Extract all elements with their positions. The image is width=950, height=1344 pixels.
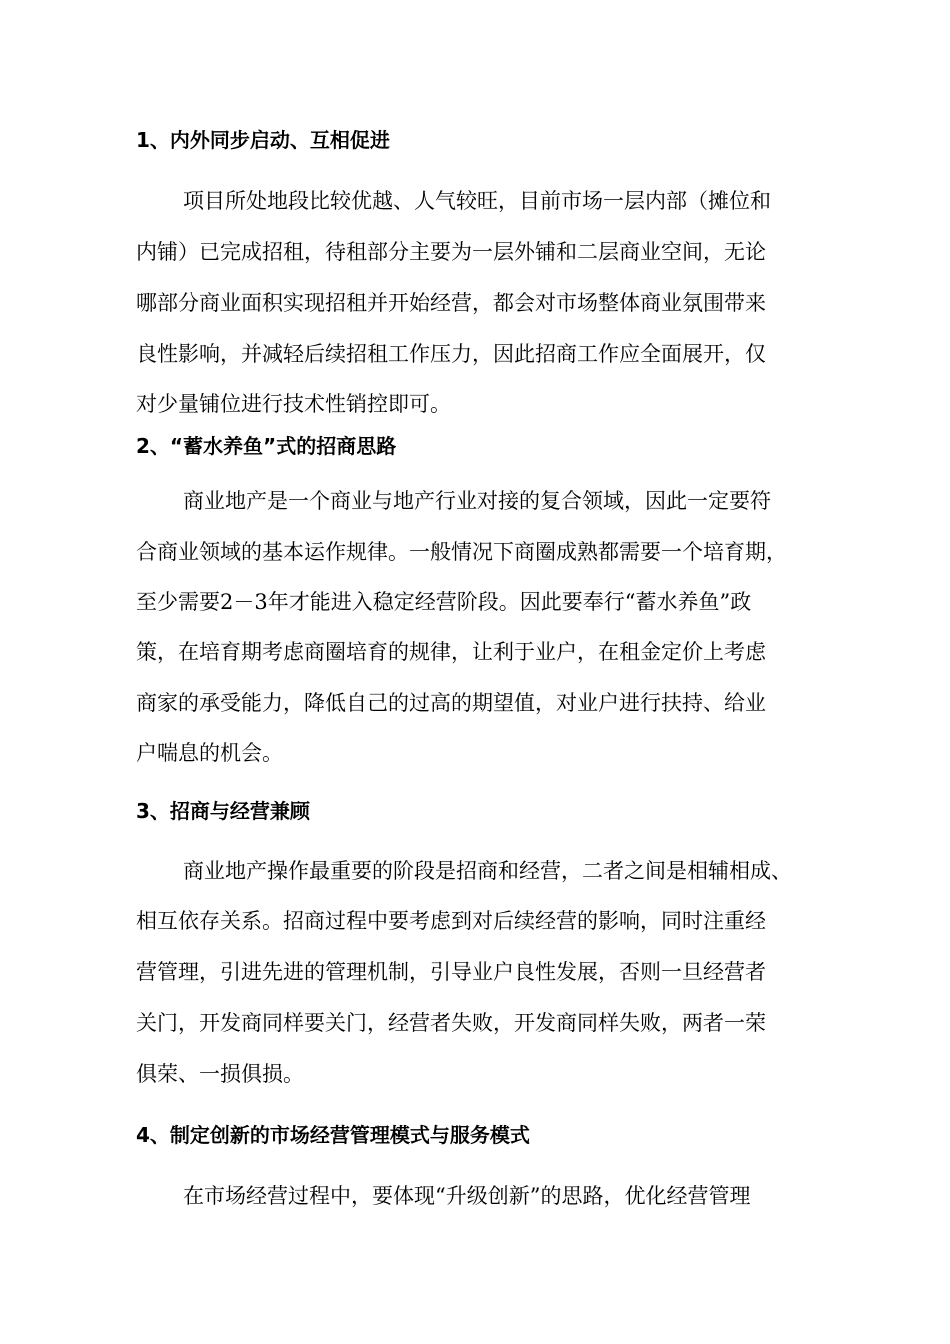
paragraph-line: 良性影响，并减轻后续招租工作压力，因此招商工作应全面展开，仅 (136, 342, 766, 366)
section-heading-3: 3、招商与经营兼顾 (136, 799, 310, 823)
paragraph-line: 合商业领域的基本运作规律。一般情况下商圈成熟都需要一个培育期， (136, 540, 787, 564)
paragraph-line: 俱荣、一损俱损。 (136, 1062, 304, 1086)
paragraph-line: 户喘息的机会。 (136, 741, 283, 765)
paragraph-line: 相互依存关系。招商过程中要考虑到对后续经营的影响，同时注重经 (136, 909, 766, 933)
paragraph-line: 对少量铺位进行技术性销控即可。 (136, 392, 451, 416)
paragraph-line: 至少需要2－3年才能进入稳定经营阶段。因此要奉行“蓄水养鱼”政 (136, 590, 752, 614)
paragraph-line: 商业地产操作最重要的阶段是招商和经营，二者之间是相辅相成、 (183, 859, 792, 883)
section-heading-1: 1、内外同步启动、互相促进 (136, 128, 390, 152)
paragraph-line: 商业地产是一个商业与地产行业对接的复合领域，因此一定要符 (183, 489, 771, 513)
paragraph-line: 关门，开发商同样要关门，经营者失败，开发商同样失败，两者一荣 (136, 1011, 766, 1035)
paragraph-line: 在市场经营过程中，要体现“升级创新”的思路，优化经营管理 (183, 1184, 751, 1208)
paragraph-line: 商家的承受能力，降低自己的过高的期望值，对业户进行扶持、给业 (136, 691, 766, 715)
paragraph-line: 内铺）已完成招租，待租部分主要为一层外铺和二层商业空间，无论 (136, 240, 766, 264)
paragraph-line: 营管理，引进先进的管理机制，引导业户良性发展，否则一旦经营者 (136, 960, 766, 984)
section-heading-4: 4、制定创新的市场经营管理模式与服务模式 (136, 1123, 530, 1147)
paragraph-line: 策，在培育期考虑商圈培育的规律，让利于业户，在租金定价上考虑 (136, 640, 766, 664)
paragraph-line: 哪部分商业面积实现招租并开始经营，都会对市场整体商业氛围带来 (136, 291, 766, 315)
section-heading-2: 2、“蓄水养鱼”式的招商思路 (136, 434, 397, 458)
paragraph-line: 项目所处地段比较优越、人气较旺，目前市场一层内部（摊位和 (183, 189, 771, 213)
